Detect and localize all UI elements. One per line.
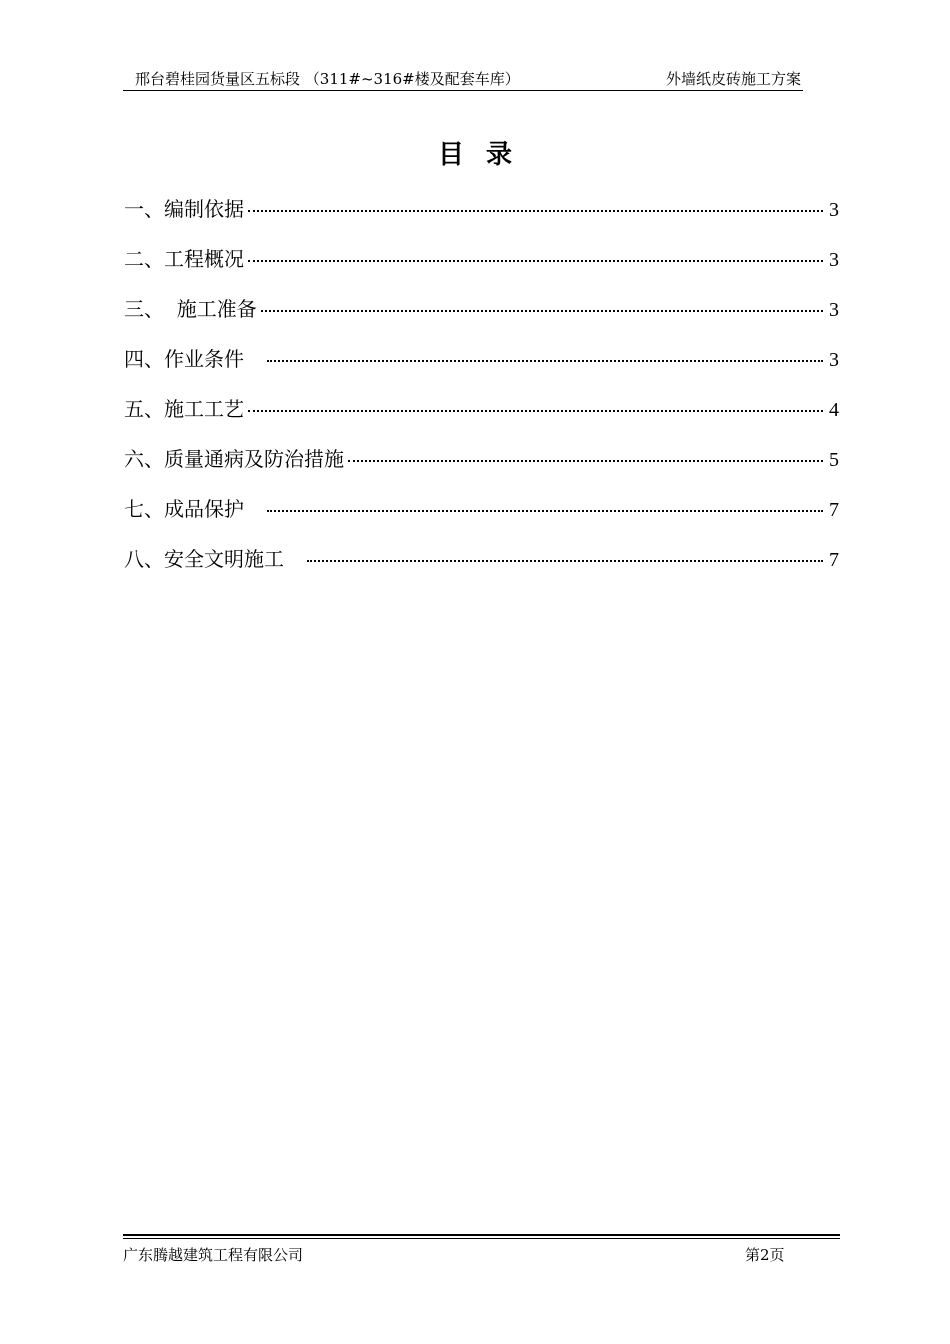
toc-leader-dots — [348, 460, 823, 462]
toc-entry-label: 六、质量通病及防治措施 — [124, 447, 344, 471]
footer-company: 广东腾越建筑工程有限公司 — [123, 1246, 304, 1264]
footer-page-number: 第2页 — [745, 1246, 785, 1264]
footer-divider-thin — [123, 1238, 840, 1239]
toc-leader-dots — [267, 510, 823, 512]
toc-entry-page: 4 — [829, 399, 839, 421]
toc-entry[interactable] — [124, 343, 839, 393]
toc-entry-page: 5 — [829, 449, 839, 471]
toc-leader-dots — [248, 210, 823, 212]
page-header — [123, 66, 803, 91]
toc-leader-dots — [267, 360, 823, 362]
toc-entry-page: 3 — [829, 349, 839, 371]
toc-entry-label: 二、工程概况 — [124, 247, 244, 271]
toc-leader-dots — [248, 410, 823, 412]
toc-entry-page: 7 — [829, 549, 839, 571]
header-document-title: 外墙纸皮砖施工方案 — [665, 70, 801, 88]
table-of-contents — [124, 193, 839, 593]
toc-leader-dots — [248, 260, 823, 262]
toc-entry-label: 八、安全文明施工 — [124, 547, 304, 571]
footer-divider — [123, 1234, 840, 1236]
toc-entry-page: 3 — [829, 249, 839, 271]
toc-title: 目录 — [437, 140, 534, 170]
toc-entry-label: 四、作业条件 — [124, 347, 264, 371]
toc-entry[interactable] — [124, 243, 839, 293]
toc-entry[interactable] — [124, 543, 839, 593]
toc-entry-label: 三、 施工准备 — [124, 297, 257, 321]
toc-entry-page: 7 — [829, 499, 839, 521]
toc-entry-label: 一、编制依据 — [124, 197, 244, 221]
toc-entry-page: 3 — [829, 299, 839, 321]
toc-entry[interactable] — [124, 293, 839, 343]
toc-leader-dots — [307, 560, 823, 562]
toc-leader-dots — [261, 310, 823, 312]
toc-entry[interactable] — [124, 493, 839, 543]
toc-entry[interactable] — [124, 193, 839, 243]
toc-entry-label: 七、成品保护 — [124, 497, 264, 521]
header-project-title: 邢台碧桂园货量区五标段 （311#~316#楼及配套车库） — [135, 70, 520, 88]
toc-entry-label: 五、施工工艺 — [124, 397, 244, 421]
toc-entry[interactable] — [124, 443, 839, 493]
toc-entry-page: 3 — [829, 199, 839, 221]
toc-entry[interactable] — [124, 393, 839, 443]
